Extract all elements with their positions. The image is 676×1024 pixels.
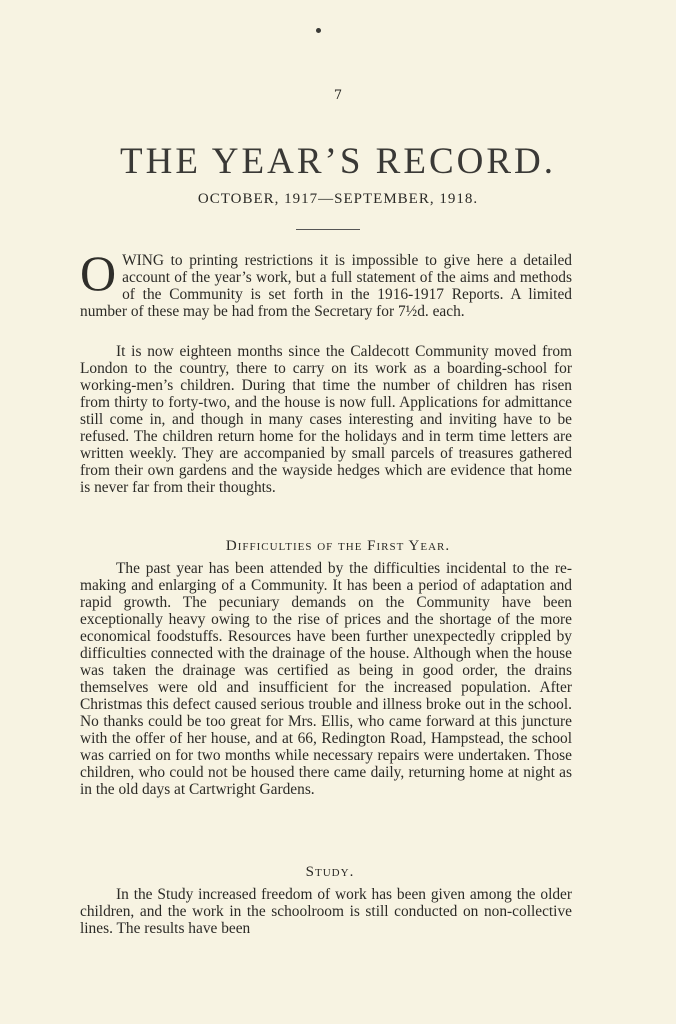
page-title: THE YEAR’S RECORD. — [120, 141, 556, 182]
page-subtitle: OCTOBER, 1917—SEPTEMBER, 1918. — [197, 191, 479, 207]
page-number: 7 — [333, 88, 343, 103]
paragraph-difficulties: The past year has been attended by the difficulties incidental to the re-making and enlarging of a Community. It has been a period of adaptation and rapid growth. The pecuniary demands on the Community have been exceptionally heavy owing to the rise of prices and the shortage of the more economical foodstuffs. Resources have been further unexpectedly crippled by difficulties connected with the drainage of the house. Although when the house was taken the drainage was certified as being in good order, the drains themselves were old and insufficient for the increased population. After Christmas this defect caused serious trouble and illness broke out in the school. No thanks could be too great for Mrs. Ellis, who came forward at this juncture with the offer of her house, and at 66, Redington Road, Hampstead, the school was carried on for two months while necessary repairs were undertaken. Those children, who could not be housed there came daily, returning home at night as in the old days at Cartwright Gardens. — [80, 560, 572, 798]
printer-dot-mark — [316, 28, 321, 33]
drop-cap: O — [80, 245, 117, 301]
section-heading-difficulties: Difficulties of the First Year. — [225, 538, 451, 554]
intro-text: WING to printing restrictions it is impossible to give here a detailed account of the year’s work, but a full statement of the aims and methods of the Community is set forth in the 1916-1917 Reports. A limited number of these may be had from the Secretary for 7½d. each. — [80, 252, 572, 320]
intro-paragraph — [80, 245, 572, 320]
paragraph-study: In the Study increased freedom of work has been given among the older children, and the work in the schoolroom is still conducted on non-collective lines. The results have been — [80, 886, 572, 937]
section-heading-study: Study. — [305, 864, 355, 880]
paragraph-2: It is now eighteen months since the Caldecott Community moved from London to the country, there to carry on its work as a boarding-school for working-men’s children. During that time the number of children has risen from thirty to forty-two, and the house is now full. Applications for admittance still come in, and though in many cases interesting and inviting have to be refused. The children return home for the holidays and in term time letters are written weekly. They are accompanied by small parcels of treasures gathered from their own gardens and the wayside hedges which are evidence that home is never far from their thoughts. — [80, 343, 572, 496]
title-divider — [296, 229, 360, 230]
